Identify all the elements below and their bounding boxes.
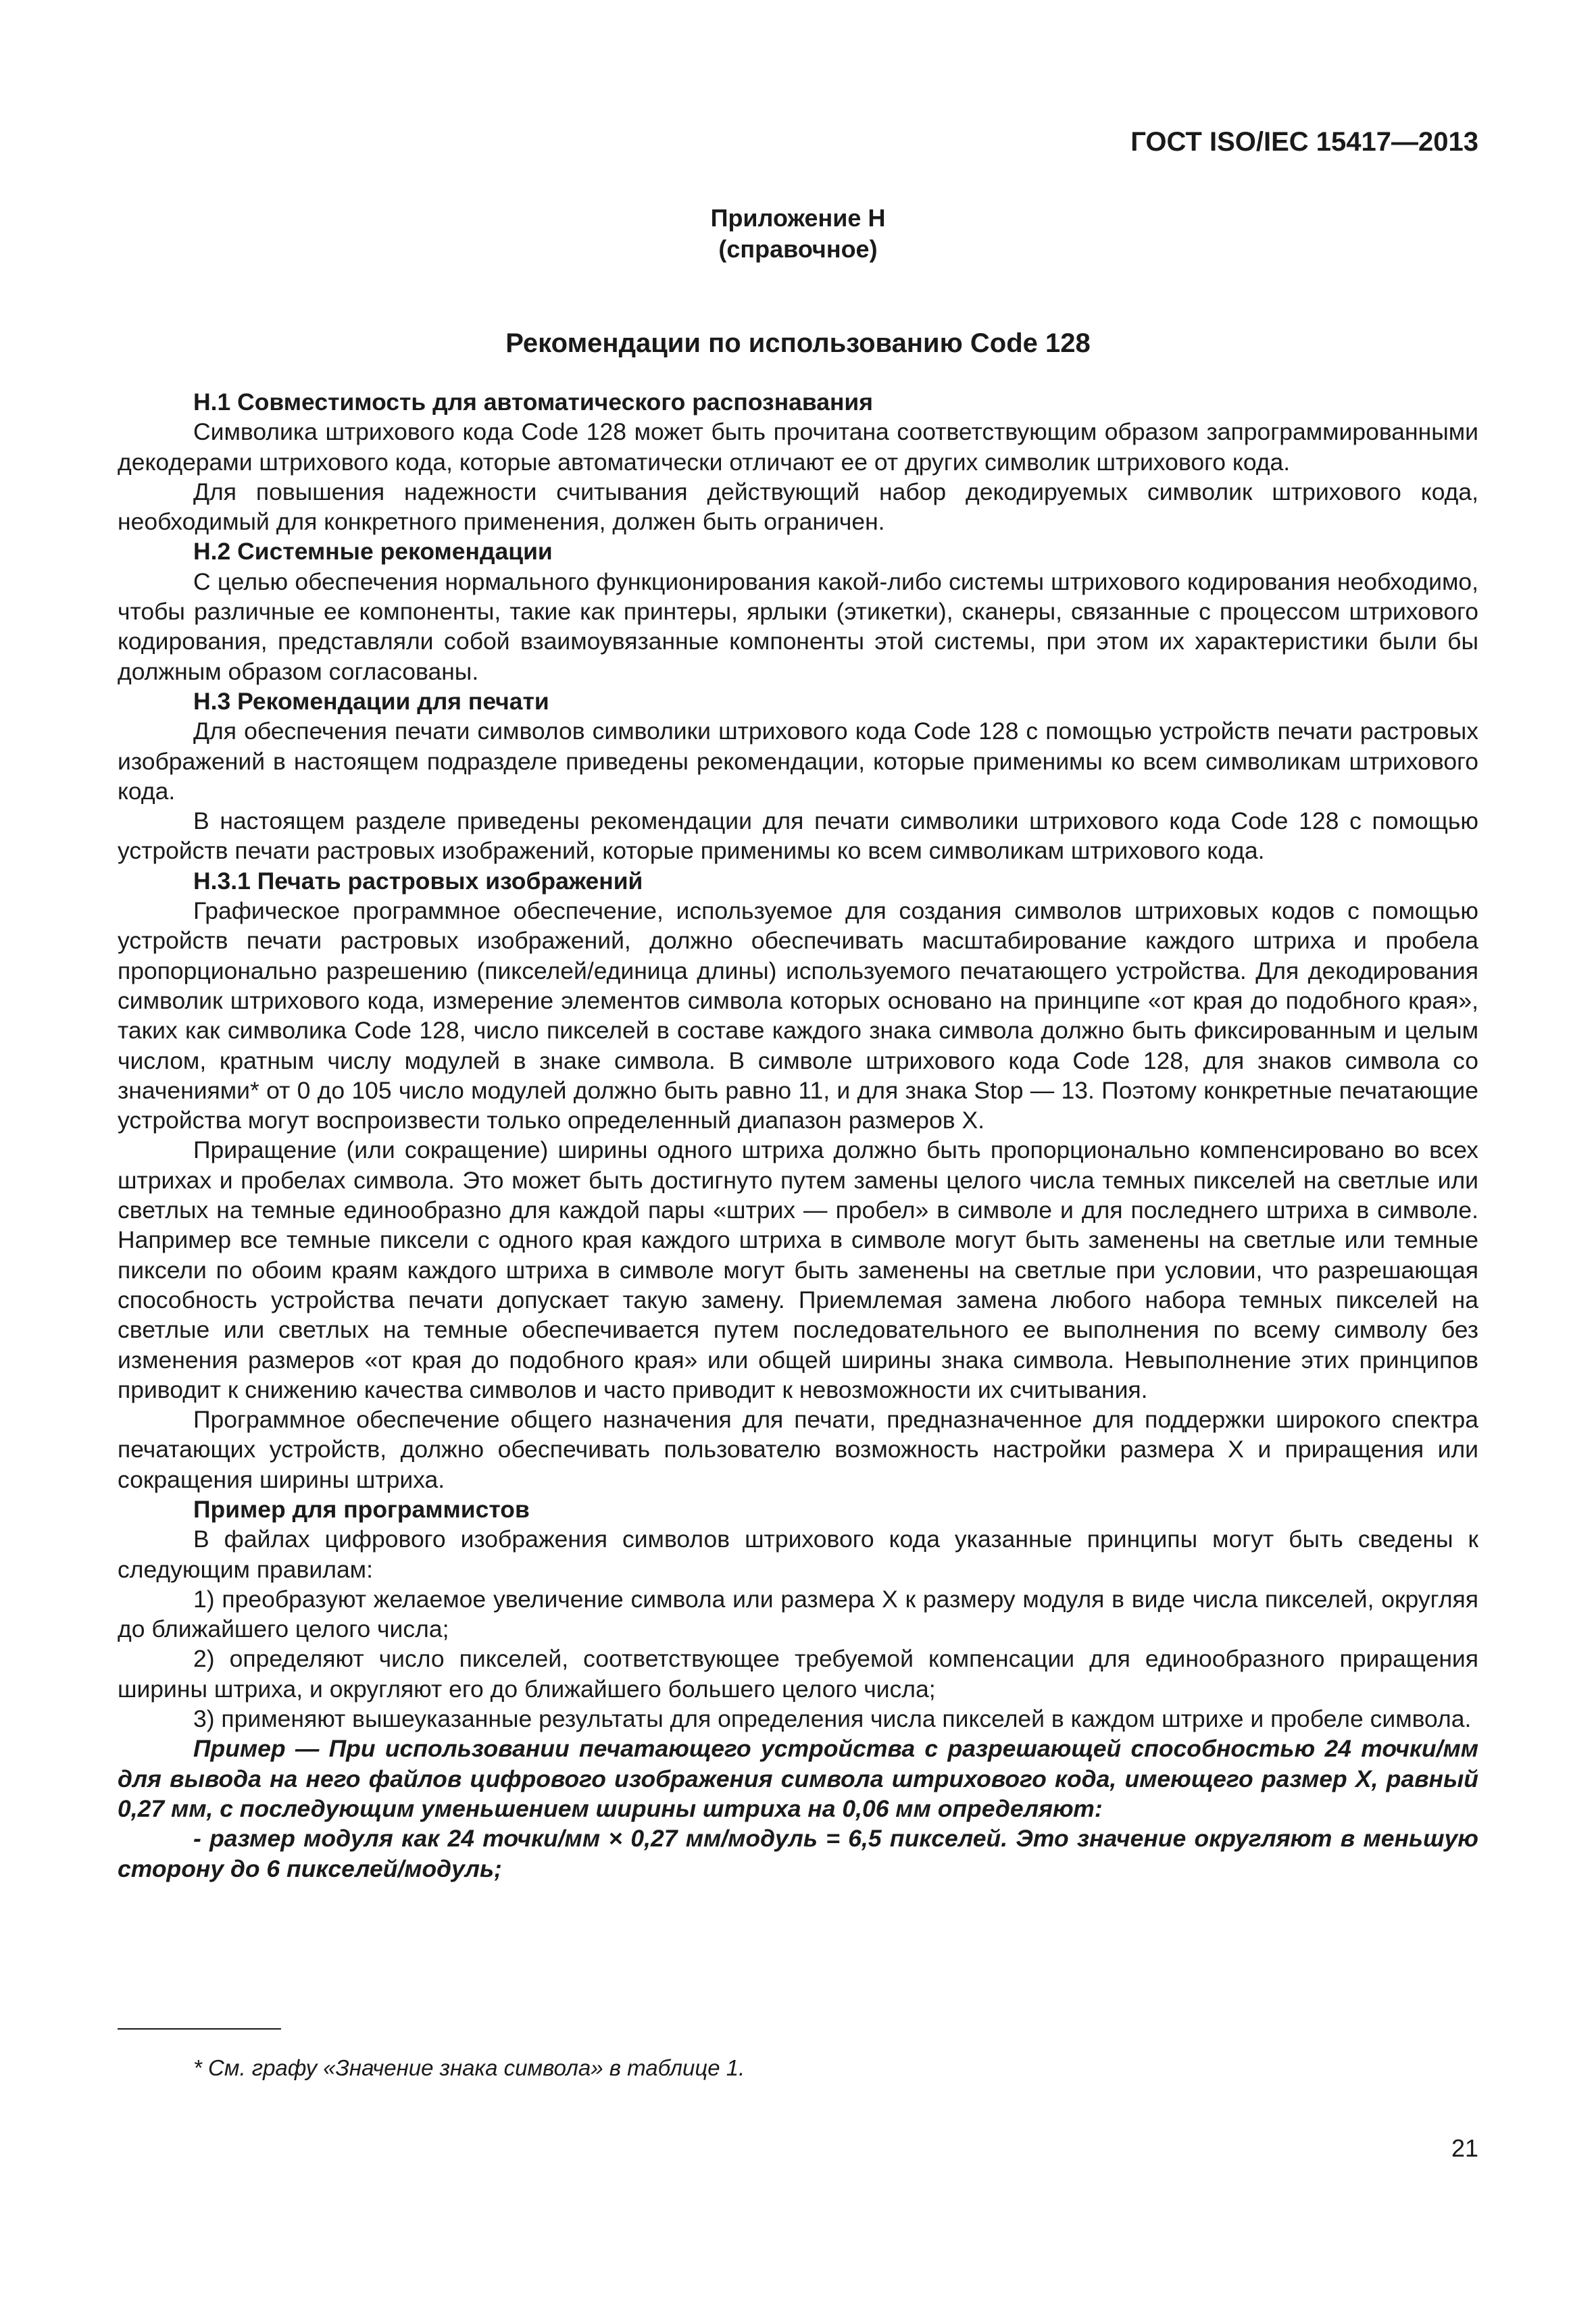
section-heading-h3-1: Н.3.1 Печать растровых изображений xyxy=(193,867,643,895)
section-heading-h3: Н.3 Рекомендации для печати xyxy=(193,687,549,715)
section-heading-h2: Н.2 Системные рекомендации xyxy=(193,538,553,565)
paragraph: С целью обеспечения нормального функционирования какой-либо системы штрихового кодирования необходимо, чтобы различные ее компоненты, такие как принтеры, ярлыки (этикетки), сканеры, связанные с процессом штрихового кодирования, представляли собой взаимоувязанные компоненты этой системы, при этом их характеристики были бы должным образом согласованы. xyxy=(118,568,1478,685)
appendix-status: (справочное) xyxy=(718,235,878,263)
appendix-label: Приложение Н xyxy=(710,204,886,232)
example-note: - размер модуля как 24 точки/мм × 0,27 мм/модуль = 6,5 пикселей. Это значение округляют в меньшую сторону до 6 пикселей/модуль; xyxy=(118,1825,1478,1882)
paragraph: Для обеспечения печати символов символики штрихового кода Code 128 с помощью устройств печати растровых изображений в настоящем подразделе приведены рекомендации, которые применимы ко всем символикам штрихового кода. xyxy=(118,718,1478,805)
paragraph: Программное обеспечение общего назначения для печати, предназначенное для поддержки широкого спектра печатающих устройств, должно обеспечивать пользователю возможность настройки размера X и приращения или сокращения ширины штриха. xyxy=(118,1406,1478,1493)
document-body xyxy=(118,387,1478,1884)
section-heading-h1: Н.1 Совместимость для автоматического распознавания xyxy=(193,388,873,416)
page-number: 21 xyxy=(1451,2134,1478,2162)
example-note: Пример — При использовании печатающего устройства с разрешающей способностью 24 точки/мм для вывода на него файлов цифрового изображения символа штрихового кода, имеющего размер X, равный 0,27 мм, с последующим уменьшением ширины штриха на 0,06 мм определяют: xyxy=(118,1735,1478,1822)
document-id: ГОСТ ISO/IEC 15417—2013 xyxy=(1130,127,1478,157)
paragraph: В файлах цифрового изображения символов штрихового кода указанные принципы могут быть сведены к следующим правилам: xyxy=(118,1526,1478,1583)
paragraph: В настоящем разделе приведены рекомендации для печати символики штрихового кода Code 128 с помощью устройств печати растровых изображений, которые применимы ко всем символикам штрихового кода. xyxy=(118,807,1478,865)
paragraph: Графическое программное обеспечение, используемое для создания символов штриховых кодов с помощью устройств печати растровых изображений, должно обеспечивать масштабирование каждого штриха и пробела пропорционально разрешению (пикселей/единица длины) используемого печатающего устройства. Для декодирования символик штрихового кода, измерение элементов символа которых основано на принципе «от края до подобного края», таких как символика Code 128, число пикселей в составе каждого знака символа должно быть фиксированным и целым числом, кратным числу модулей в знаке символа. В символе штрихового кода Code 128, для знаков символа со значениями* от 0 до 105 число модулей должно быть равно 11, и для знака Stop — 13. Поэтому конкретные печатающие устройства могут воспроизвести только определенный диапазон размеров X. xyxy=(118,897,1478,1134)
list-item: 2) определяют число пикселей, соответствующее требуемой компенсации для единообразного приращения ширины штриха, и округляют его до ближайшего большего целого числа; xyxy=(118,1645,1478,1703)
list-item: 1) преобразуют желаемое увеличение символа или размера X к размеру модуля в виде числа пикселей, округляя до ближайшего целого числа; xyxy=(118,1585,1478,1643)
list-item: 3) применяют вышеуказанные результаты для определения числа пикселей в каждом штрихе и пробеле символа. xyxy=(193,1705,1472,1733)
footnote: * См. графу «Значение знака символа» в таблице 1. xyxy=(193,2055,745,2080)
appendix-header xyxy=(0,203,1596,265)
footnote-divider xyxy=(118,2028,281,2030)
paragraph: Символика штрихового кода Code 128 может быть прочитана соответствующим образом запрограммированными декодерами штрихового кода, которые автоматически отличают ее от других символик штрихового кода. xyxy=(118,418,1478,476)
paragraph: Приращение (или сокращение) ширины одного штриха должно быть пропорционально компенсировано во всех штрихах и пробелах символа. Это может быть достигнуто путем замены целого числа темных пикселей на светлые или светлых на темные единообразно для каждой пары «штрих — пробел» в символе и для последнего штриха в символе. Например все темные пиксели с одного края каждого штриха в символе могут быть заменены на светлые или темные пиксели по обоим краям каждого штриха в символе могут быть заменены на светлые при условии, что разрешающая способность устройства печати допускает такую замену. Приемлемая замена любого набора темных пикселей на светлые или светлых на темные обеспечивается путем последовательного ее выполнения по всему символу без изменения размеров «от края до подобного края» или общей ширины знака символа. Невыполнение этих принципов приводит к снижению качества символов и часто приводит к невозможности их считывания. xyxy=(118,1136,1478,1403)
appendix-title: Рекомендации по использованию Code 128 xyxy=(505,328,1091,358)
example-heading: Пример для программистов xyxy=(193,1495,530,1523)
paragraph: Для повышения надежности считывания действующий набор декодируемых символик штрихового кода, необходимый для конкретного применения, должен быть ограничен. xyxy=(118,478,1478,536)
